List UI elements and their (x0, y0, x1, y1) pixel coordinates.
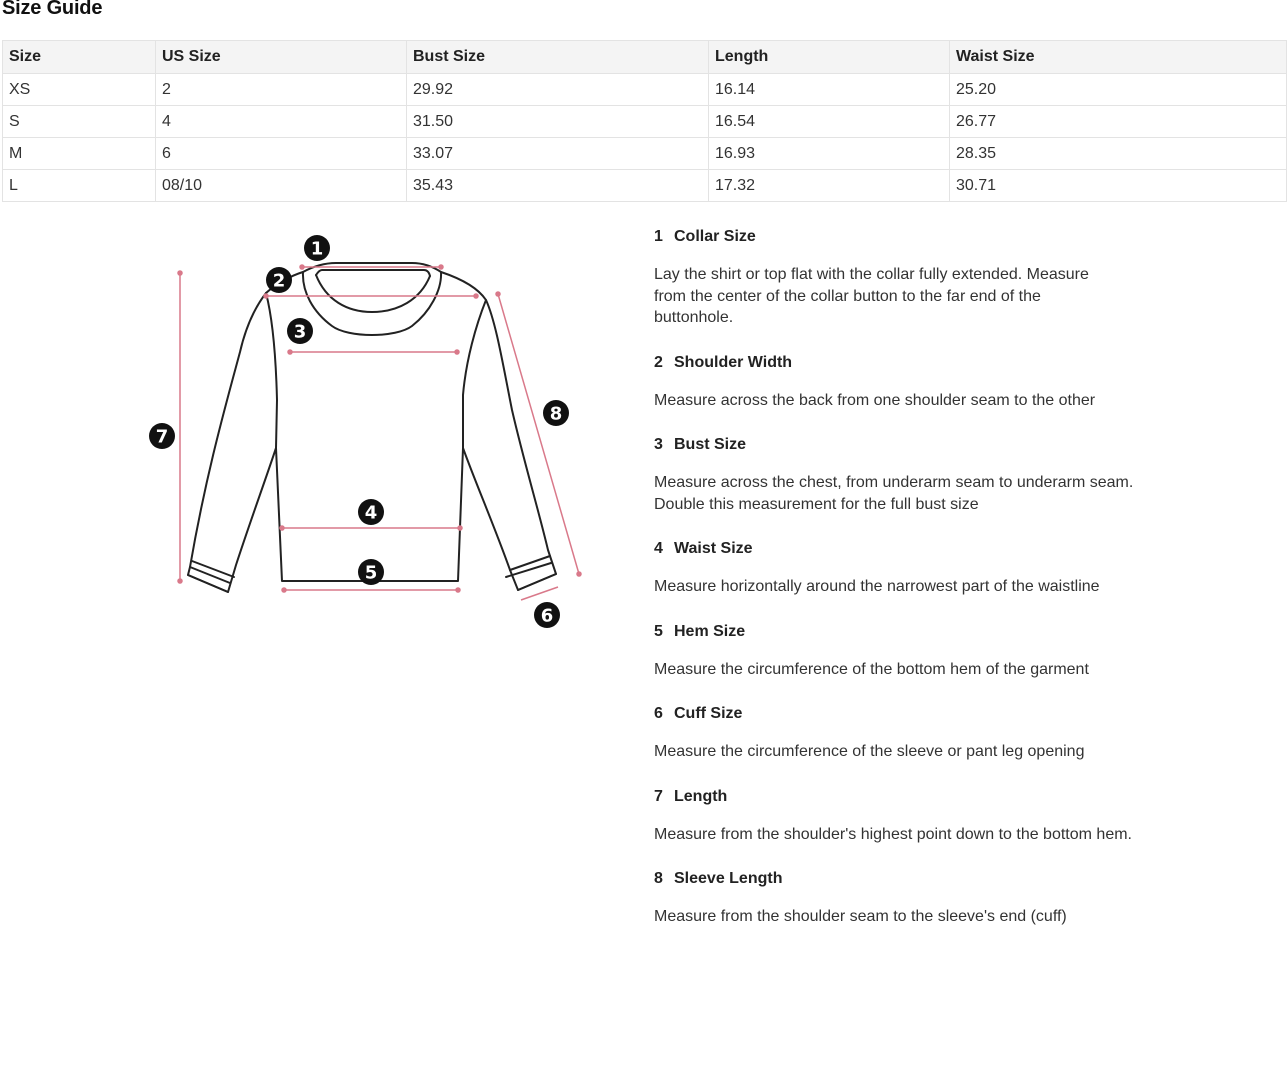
sweater-outline (188, 272, 556, 592)
legend-item-waist-size (654, 534, 1134, 598)
table-cell: 16.54 (709, 106, 950, 138)
table-cell: 4 (156, 106, 407, 138)
marker-label: 2 (272, 270, 286, 292)
marker-6 (534, 602, 560, 628)
legend-heading (654, 222, 1134, 252)
legend-label: Length (674, 787, 728, 805)
table-cell: 25.20 (950, 74, 1287, 106)
collar-outline (303, 263, 441, 335)
legend-number: 2 (654, 353, 663, 371)
table-cell: M (3, 138, 156, 170)
table-row (3, 74, 1287, 106)
marker-label: 3 (293, 321, 307, 343)
legend-description: Measure horizontally around the narrowest part of the waistline (654, 578, 1100, 595)
legend-number: 5 (654, 622, 663, 640)
legend-heading (654, 782, 1134, 812)
table-row (3, 138, 1287, 170)
legend-heading (654, 534, 1134, 564)
table-cell: 17.32 (709, 170, 950, 202)
column-header-length: Length (709, 41, 950, 74)
marker-label: 1 (310, 238, 324, 260)
marker-2 (266, 267, 292, 293)
legend-number: 3 (654, 436, 663, 453)
legend-heading (654, 864, 1134, 894)
sleeve-measure-line (498, 294, 579, 574)
legend-heading (654, 617, 1134, 647)
table-cell: 30.71 (950, 170, 1287, 202)
legend-description: Measure the circumference of the bottom hem of the garment (654, 660, 1089, 678)
table-cell: 29.92 (407, 74, 709, 106)
table-cell: 16.93 (709, 138, 950, 170)
legend-heading (654, 430, 1134, 460)
legend-description: Measure from the shoulder seam to the sleeve's end (cuff) (654, 908, 1067, 925)
legend-number: 1 (654, 228, 663, 245)
legend-label: Collar Size (674, 228, 756, 245)
marker-label: 5 (364, 562, 378, 584)
legend-description: Measure the circumference of the sleeve or pant leg opening (654, 743, 1085, 760)
legend-description: Lay the shirt or top flat with the collar fully extended. Measure from the center of the collar button to the far end of the buttonhole. (654, 266, 1089, 326)
legend-label: Bust Size (674, 436, 747, 453)
legend-label: Waist Size (674, 540, 753, 557)
marker-8 (543, 400, 569, 426)
table-cell: 2 (156, 74, 407, 106)
legend-item-collar-size (654, 222, 1134, 329)
legend-number: 7 (654, 787, 663, 805)
table-cell: 6 (156, 138, 407, 170)
page-title: Size Guide (2, 0, 103, 19)
table-cell: 28.35 (950, 138, 1287, 170)
legend-number: 4 (654, 540, 663, 557)
table-cell: L (3, 170, 156, 202)
table-row (3, 106, 1287, 138)
column-header-waist-size: Waist Size (950, 41, 1287, 74)
legend-description: Measure across the back from one shoulder seam to the other (654, 391, 1096, 409)
legend-item-sleeve-length (654, 864, 1134, 928)
legend-heading (654, 699, 1134, 729)
legend-label: Sleeve Length (674, 870, 783, 887)
table-cell: 31.50 (407, 106, 709, 138)
marker-5 (358, 559, 384, 585)
column-header-us-size: US Size (156, 41, 407, 74)
cuff-measure-line (521, 587, 558, 600)
marker-label: 7 (155, 426, 169, 448)
legend-heading (654, 348, 1134, 378)
table-cell: 08/10 (156, 170, 407, 202)
table-cell: S (3, 106, 156, 138)
right-cuff (510, 556, 550, 570)
marker-7 (149, 423, 175, 449)
marker-label: 8 (549, 403, 563, 425)
legend-item-bust-size (654, 430, 1134, 515)
marker-label: 6 (540, 605, 554, 627)
legend-number: 8 (654, 870, 663, 887)
table-cell: XS (3, 74, 156, 106)
legend-number: 6 (654, 705, 663, 722)
legend-item-hem-size (654, 617, 1134, 681)
left-cuff (190, 567, 230, 583)
legend-item-cuff-size (654, 699, 1134, 763)
marker-1 (304, 235, 330, 261)
table-cell: 35.43 (407, 170, 709, 202)
legend-description: Measure from the shoulder's highest point down to the bottom hem. (654, 825, 1132, 843)
legend-label: Cuff Size (674, 705, 743, 722)
sweater-measurement-diagram (130, 225, 610, 635)
marker-3 (287, 318, 313, 344)
table-cell: 26.77 (950, 106, 1287, 138)
column-header-bust-size: Bust Size (407, 41, 709, 74)
measurement-legend (654, 222, 1134, 928)
marker-label: 4 (364, 502, 378, 524)
legend-label: Hem Size (674, 622, 746, 640)
legend-item-shoulder-width (654, 348, 1134, 412)
table-cell: 16.14 (709, 74, 950, 106)
column-header-size: Size (3, 41, 156, 74)
table-header-row (3, 41, 1287, 74)
table-cell: 33.07 (407, 138, 709, 170)
legend-item-length (654, 782, 1134, 846)
marker-4 (358, 499, 384, 525)
table-row (3, 170, 1287, 202)
legend-label: Shoulder Width (674, 353, 793, 371)
legend-description: Measure across the chest, from underarm seam to underarm seam. Double this measurement for the full bust size (654, 474, 1134, 513)
size-table (2, 40, 1287, 202)
